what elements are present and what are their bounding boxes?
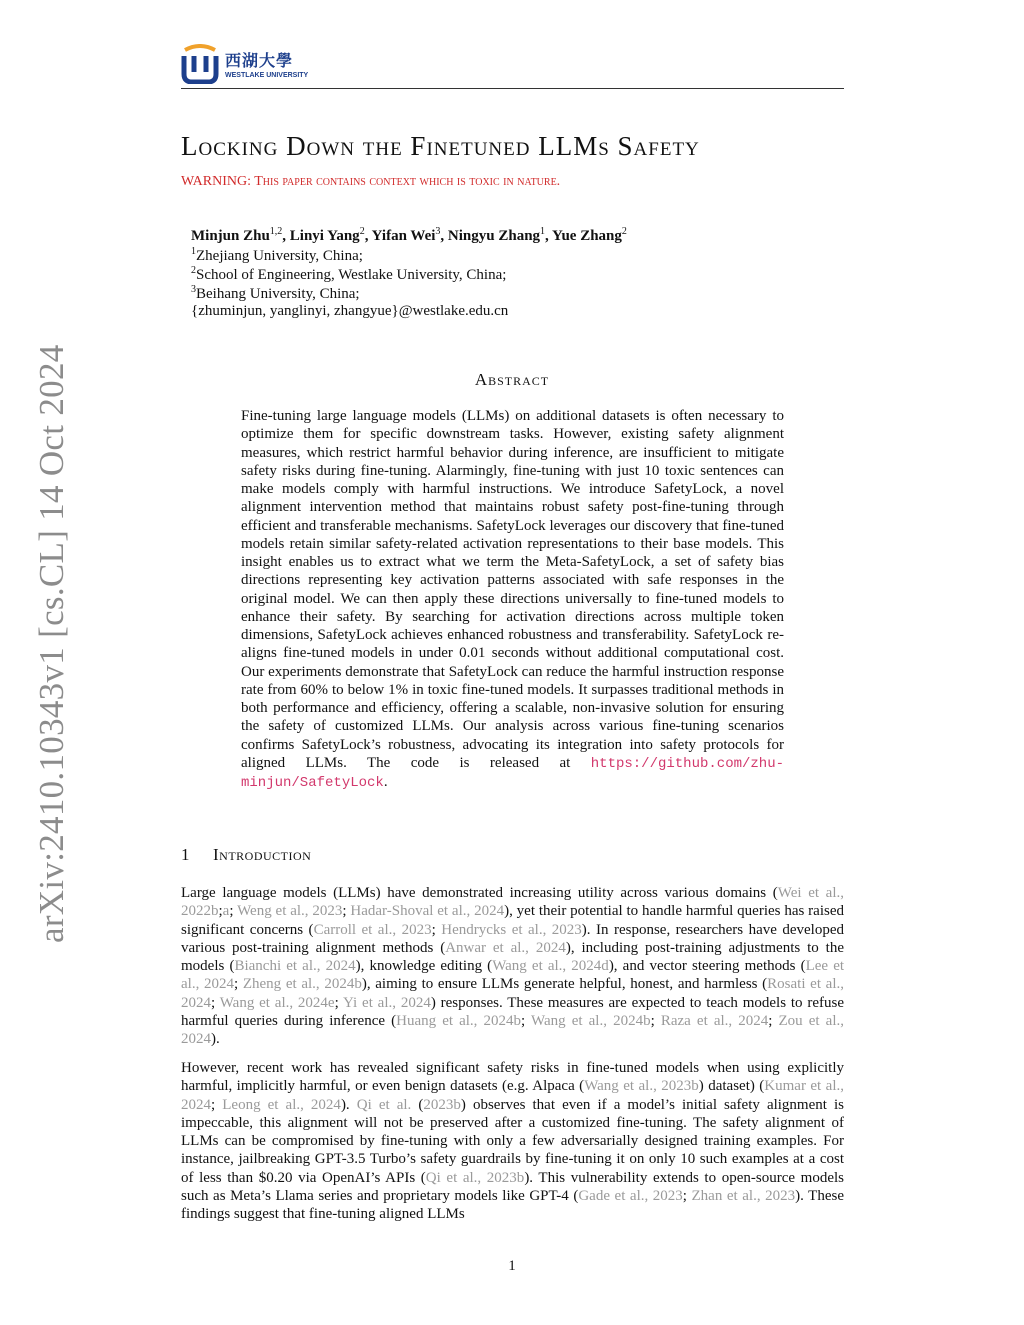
- paragraph-text: ), including post-training adjustments to the models (: [181, 939, 844, 975]
- citation-link[interactable]: Carroll et al., 2023: [313, 921, 432, 938]
- body-paragraph: [181, 1059, 844, 1224]
- logo-english-name: WESTLAKE UNIVERSITY: [225, 72, 309, 79]
- page-number: 1: [508, 1258, 516, 1274]
- paragraph-text: ;: [229, 903, 238, 920]
- affiliation-text: School of Engineering, Westlake University, China;: [196, 267, 507, 283]
- paragraph-text: ), aiming to ensure LLMs generate helpful, honest, and harmless (: [361, 976, 768, 993]
- paragraph-text: ). In response, researchers have developed various post-training alignment methods (: [181, 921, 844, 956]
- paragraph-text: ;: [650, 1013, 661, 1030]
- affiliation-text: Beihang University, China;: [196, 286, 360, 302]
- paragraph-text: ). This vulnerability extends to open-source models such as Meta’s Llama series and proprietary models like GPT-4 (: [181, 1169, 844, 1205]
- paragraph-text: However, recent work has revealed significant safety risks in fine-tuned models when using explicitly harmful, implicitly harmful, or even benign datasets (e.g. Alpaca (: [181, 1060, 844, 1095]
- warning-text: This paper contains context which is toxic in nature.: [251, 174, 561, 189]
- citation-link[interactable]: Kumar et al., 2024: [181, 1078, 844, 1113]
- citation-link[interactable]: Anwar et al., 2024: [445, 939, 566, 956]
- citation-link[interactable]: Wei et al., 2022b: [181, 885, 844, 920]
- affiliation-mark: 1: [191, 246, 196, 257]
- paragraph-text: ).: [211, 1031, 220, 1048]
- citation-link[interactable]: Zheng et al., 2024b: [242, 976, 362, 993]
- paragraph-text: ).: [340, 1096, 357, 1113]
- section-number: 1: [181, 845, 190, 864]
- citation-link[interactable]: Yi et al., 2024: [343, 994, 431, 1011]
- affiliation-mark: 3: [191, 284, 196, 295]
- citation-link[interactable]: Wang et al., 2023b: [584, 1078, 699, 1095]
- author-name: Minjun Zhu: [191, 228, 270, 244]
- paragraph-text: ;: [211, 1096, 223, 1113]
- paragraph-text: ). These findings suggest that fine-tuning aligned LLMs: [181, 1188, 844, 1223]
- body-paragraph: [181, 884, 844, 1049]
- warning-label: WARNING:: [181, 174, 251, 189]
- author-emails: {zhuminjun, yanglinyi, zhangyue}@westlake.edu.cn: [191, 303, 509, 319]
- author-name: Yue Zhang: [551, 228, 622, 244]
- paragraph-text: (: [411, 1096, 424, 1113]
- paragraph-text: ) responses. These measures are expected to teach models to refuse harmful queries during inference (: [181, 994, 844, 1030]
- author-name: Yifan Wei: [371, 228, 436, 244]
- citation-link[interactable]: Wang et al., 2024e: [219, 994, 335, 1011]
- paragraph-text: ;: [334, 994, 344, 1011]
- affiliation-text: Zhejiang University, China;: [196, 248, 363, 264]
- citation-link[interactable]: Rosati et al., 2024: [181, 976, 844, 1011]
- paragraph-text: ), and vector steering methods (: [608, 958, 806, 975]
- citation-link[interactable]: Raza et al., 2024: [660, 1013, 769, 1030]
- paper-title: Locking Down the Finetuned LLMs Safety: [181, 131, 700, 161]
- affiliation-mark: 2: [191, 265, 196, 276]
- logo-chinese-name: 西湖大學: [225, 51, 294, 70]
- citation-link[interactable]: Bianchi et al., 2024: [234, 958, 356, 975]
- paragraph-text: ) dataset) (: [698, 1078, 765, 1095]
- author-affil-mark: 1: [540, 226, 546, 237]
- citation-link[interactable]: a: [222, 903, 230, 920]
- author-name: Linyi Yang: [289, 228, 360, 244]
- content-warning: [181, 174, 560, 190]
- citation-link[interactable]: Wang et al., 2024b: [531, 1013, 651, 1030]
- arxiv-identifier: arXiv:2410.10343v1 [cs.CL] 14 Oct 2024: [32, 344, 71, 943]
- citation-link[interactable]: Gade et al., 2023: [578, 1188, 683, 1205]
- citation-link[interactable]: Hendrycks et al., 2023: [441, 921, 582, 938]
- university-logo: [181, 44, 321, 86]
- affiliation: [191, 265, 506, 284]
- citation-link[interactable]: Hadar-Shoval et al., 2024: [350, 903, 505, 920]
- paragraph-text: ) observes that even if a model’s initial safety alignment is impeccable, this alignment will not be preserved after a customized fine-tuning. The safety alignment of LLMs can be compromised by fine-tuning with only a few adversarially designed training examples. For instance, jailbreaking GPT-3.5 Turbo’s safety guardrails by fine-tuning it on only 10 such examples at a cost of less than $0.20 via OpenAI’s APIs (: [181, 1096, 845, 1186]
- paragraph-text: ;: [218, 903, 223, 920]
- citation-link[interactable]: 2023b: [423, 1096, 461, 1113]
- abstract-body: [241, 407, 784, 792]
- author-list: Minjun Zhu$^{1,2}$, Linyi Yang$^2$, Yifan Wei$^3$, Ningyu Zhang$^1$, Yue Zhang$^2$: [191, 226, 627, 244]
- citation-link[interactable]: Weng et al., 2023: [237, 903, 343, 920]
- paragraph-text: ;: [211, 994, 220, 1011]
- paragraph-text: ), yet their potential to handle harmful queries has raised significant concerns (: [181, 903, 844, 938]
- abstract-end: .: [383, 774, 388, 790]
- abstract-text: Fine-tuning large language models (LLMs) on additional datasets is often necessary to optimize them for specific downstream tasks. However, existing safety alignment measures, which restrict harmful behavior during inference, are insufficient to mitigate safety risks during fine-tuning. Alarmingly, fine-tuning with just 10 toxic sentences can make models comply with harmful instructions. We introduce SafetyLock, a novel alignment intervention method that maintains robust safety post-fine-tuning through efficient and transferable mechanisms. SafetyLock leverages our discovery that fine-tuned models retain similar safety-related activation representations to their base models. This insight enables us to extract what we term the Meta-SafetyLock, a set of safety bias directions representing key activation patterns associated with safe responses in the original model. We can then apply these directions universally to fine-tuned models to enhance their safety. By searching for activation directions across multiple token dimensions, SafetyLock achieves enhanced robustness and transferability. SafetyLock re-aligns fine-tuned models in under 0.01 seconds without additional computational cost. Our experiments demonstrate that SafetyLock can reduce the harmful instruction response rate from 60% to below 1% in toxic fine-tuned models. It surpasses traditional methods in both performance and efficiency, offering a scalable, non-invasive solution for ensuring the safety of customized LLMs. Our analysis across various fine-tuning scenarios confirms SafetyLock’s robustness, advocating its integration into safety protocols for aligned LLMs. The code is released at: [241, 408, 784, 771]
- paragraph-text: ;: [234, 976, 243, 993]
- author-name: Ningyu Zhang: [447, 228, 541, 244]
- citation-link[interactable]: Zhan et al., 2023: [691, 1188, 796, 1205]
- author-affil-mark: 3: [435, 226, 441, 237]
- section-title: Introduction: [213, 845, 312, 864]
- paragraph-text: ), knowledge editing (: [355, 958, 493, 975]
- paragraph-text: ;: [682, 1188, 692, 1205]
- paragraph-text: ;: [342, 903, 351, 920]
- author-affil-mark: 2: [621, 226, 627, 237]
- westlake-logo-icon: [181, 44, 219, 84]
- header-divider: [181, 88, 844, 89]
- citation-link[interactable]: Lee et al., 2024: [181, 958, 845, 993]
- code-repository-link[interactable]: https://github.com/zhu-minjun/SafetyLock: [241, 755, 784, 791]
- affiliation: [191, 246, 363, 265]
- paragraph-text: ;: [521, 1013, 532, 1030]
- author-affil-mark: 1,2: [269, 226, 283, 237]
- affiliation: [191, 284, 360, 303]
- citation-link[interactable]: Huang et al., 2024b: [396, 1013, 522, 1030]
- citation-link[interactable]: Zou et al., 2024: [181, 1013, 845, 1048]
- abstract-heading: Abstract: [474, 370, 550, 389]
- author-affil-mark: 2: [359, 226, 365, 237]
- paragraph-text: ;: [431, 921, 442, 938]
- citation-link[interactable]: Qi et al., 2023b: [425, 1169, 525, 1186]
- paragraph-text: ;: [768, 1013, 779, 1030]
- citation-link[interactable]: Qi et al.: [356, 1096, 412, 1113]
- section-heading: [181, 845, 311, 865]
- paragraph-text: Large language models (LLMs) have demonstrated increasing utility across various domains (: [181, 885, 778, 901]
- citation-link[interactable]: Wang et al., 2024d: [492, 958, 609, 975]
- citation-link[interactable]: Leong et al., 2024: [222, 1096, 341, 1113]
